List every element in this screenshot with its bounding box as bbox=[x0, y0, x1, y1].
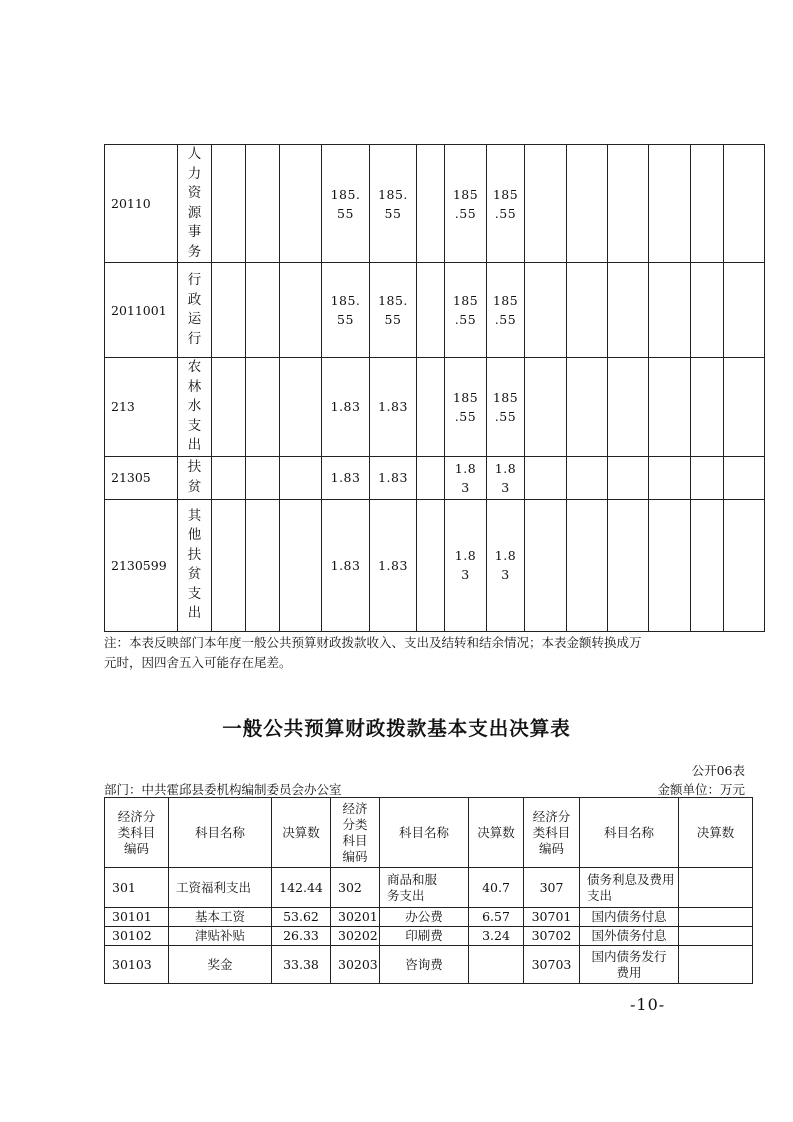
header-code-2: 经济 分类 科目 编码 bbox=[331, 798, 380, 868]
table-row bbox=[105, 145, 765, 263]
row-name: 行 政 运 行 bbox=[178, 263, 212, 358]
row-code: 213 bbox=[105, 358, 178, 457]
row-name: 扶 贫 bbox=[178, 456, 212, 499]
basic-expenditure-table bbox=[104, 797, 753, 984]
table-row bbox=[105, 456, 765, 499]
header-amount-2: 决算数 bbox=[469, 798, 524, 868]
value-cell: 185 .55 bbox=[487, 263, 525, 358]
header-amount-3: 决算数 bbox=[679, 798, 753, 868]
unit-label: 金额单位：万元 bbox=[657, 782, 745, 797]
form-id: 公开06表 bbox=[691, 763, 745, 778]
table-row: 30102 津贴补贴 26.33 30202 印刷费 3.24 30702 国外债务付息 bbox=[105, 927, 753, 946]
value-cell: 185 .55 bbox=[445, 145, 487, 263]
header-row bbox=[105, 798, 753, 868]
row-code: 2011001 bbox=[105, 263, 178, 358]
value-cell: 1.83 bbox=[370, 358, 417, 457]
value-cell: 185. 55 bbox=[322, 145, 370, 263]
value-cell: 1.83 bbox=[370, 456, 417, 499]
row-name: 人 力 资 源 事 务 bbox=[178, 145, 212, 263]
value-cell: 1.8 3 bbox=[445, 456, 487, 499]
header-name-3: 科目名称 bbox=[580, 798, 679, 868]
table-row bbox=[105, 263, 765, 358]
value-cell: 1.8 3 bbox=[487, 499, 525, 631]
budget-detail-table bbox=[104, 144, 765, 632]
value-cell: 185. 55 bbox=[370, 145, 417, 263]
page-title: 一般公共预算财政拨款基本支出决算表 bbox=[222, 717, 571, 740]
table-row: 301 工资福利支出 142.44 302 商品和服 务支出 40.7 307 债务利息及费用 支出 bbox=[105, 868, 753, 908]
value-cell: 185 .55 bbox=[445, 263, 487, 358]
value-cell: 185. 55 bbox=[370, 263, 417, 358]
header-name-2: 科目名称 bbox=[380, 798, 469, 868]
header-name-1: 科目名称 bbox=[169, 798, 272, 868]
value-cell: 185 .55 bbox=[445, 358, 487, 457]
value-cell: 1.83 bbox=[370, 499, 417, 631]
value-cell: 1.8 3 bbox=[487, 456, 525, 499]
header-code-3: 经济分 类科目 编码 bbox=[524, 798, 580, 868]
value-cell: 1.83 bbox=[322, 358, 370, 457]
header-code-1: 经济分 类科目 编码 bbox=[105, 798, 169, 868]
table-row: 30103 奖金 33.38 30203 咨询费 30703 国内债务发行 费用 bbox=[105, 946, 753, 984]
value-cell: 185 .55 bbox=[487, 145, 525, 263]
value-cell: 185 .55 bbox=[487, 358, 525, 457]
row-name: 农 林 水 支 出 bbox=[178, 358, 212, 457]
row-name: 其 他 扶 贫 支 出 bbox=[178, 499, 212, 631]
page-number: -10- bbox=[630, 995, 666, 1014]
table-note: 注：本表反映部门本年度一般公共预算财政拨款收入、支出及结转和结余情况；本表金额转换成万 元时，因四舍五入可能存在尾差。 bbox=[104, 635, 642, 670]
department-label: 部门：中共霍邱县委机构编制委员会办公室 bbox=[104, 782, 342, 797]
value-cell: 1.8 3 bbox=[445, 499, 487, 631]
table-row: 30101 基本工资 53.62 30201 办公费 6.57 30701 国内债务付息 bbox=[105, 908, 753, 927]
row-code: 21305 bbox=[105, 456, 178, 499]
value-cell: 1.83 bbox=[322, 499, 370, 631]
table-row bbox=[105, 358, 765, 457]
row-code: 2130599 bbox=[105, 499, 178, 631]
value-cell: 185. 55 bbox=[322, 263, 370, 358]
value-cell: 1.83 bbox=[322, 456, 370, 499]
table-row bbox=[105, 499, 765, 631]
row-code: 20110 bbox=[105, 145, 178, 263]
header-amount-1: 决算数 bbox=[272, 798, 331, 868]
